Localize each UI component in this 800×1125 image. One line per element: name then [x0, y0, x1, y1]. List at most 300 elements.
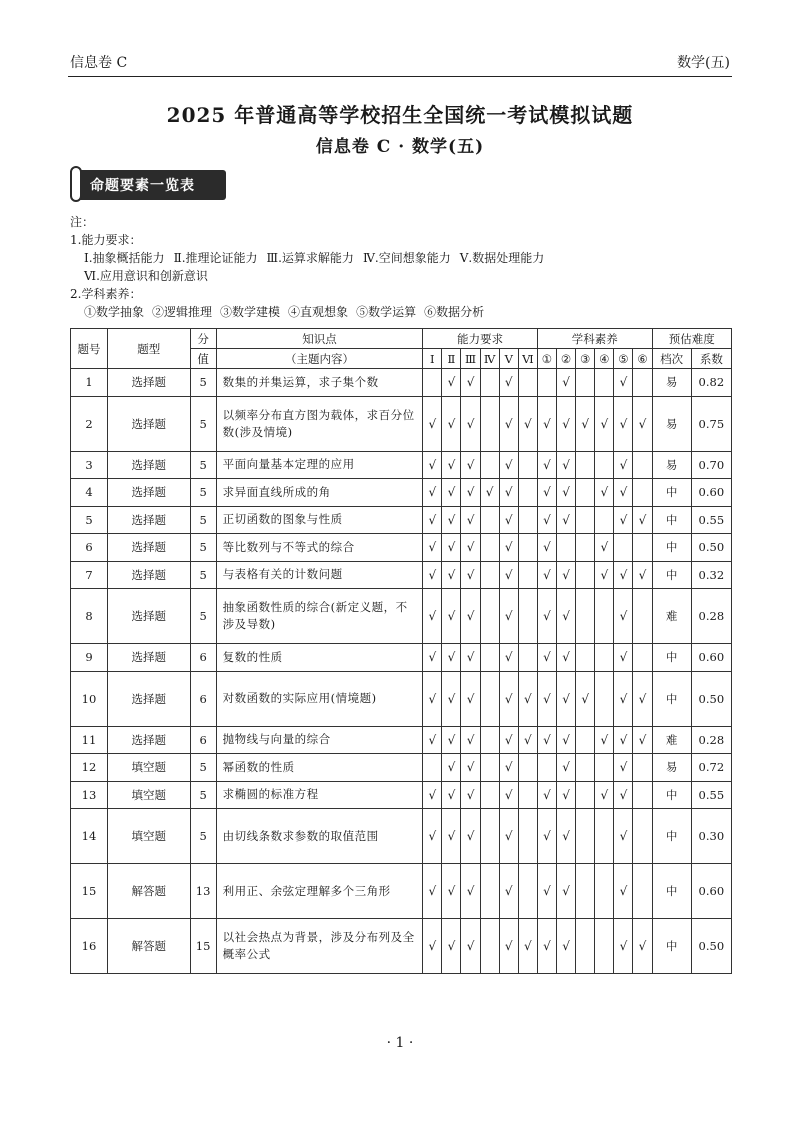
- check-mark: √: [442, 726, 461, 754]
- check-mark: √: [461, 864, 480, 919]
- empty-cell: [480, 864, 499, 919]
- check-mark: √: [499, 534, 518, 562]
- cell-no: 11: [71, 726, 108, 754]
- check-mark: √: [461, 534, 480, 562]
- check-mark: √: [557, 589, 576, 644]
- empty-cell: [480, 644, 499, 672]
- check-mark: √: [499, 369, 518, 397]
- check-mark: √: [537, 589, 556, 644]
- page-subtitle: 信息卷 C · 数学(五): [315, 137, 485, 157]
- cell-score: 5: [190, 534, 216, 562]
- ability-col: Ⅳ: [480, 349, 499, 369]
- check-mark: √: [614, 369, 633, 397]
- header-coef: 系数: [691, 349, 731, 369]
- ability-item: Ⅲ.运算求解能力: [266, 251, 354, 265]
- cell-type: 选择题: [107, 396, 190, 451]
- cell-knowledge-point: 幂函数的性质: [216, 754, 423, 782]
- empty-cell: [595, 589, 614, 644]
- cell-coef: 0.60: [691, 479, 731, 507]
- table-row: [71, 561, 732, 589]
- cell-score: 5: [190, 479, 216, 507]
- cell-knowledge-point: 利用正、余弦定理解多个三角形: [216, 864, 423, 919]
- check-mark: √: [423, 644, 442, 672]
- cell-coef: 0.28: [691, 726, 731, 754]
- empty-cell: [518, 781, 537, 809]
- cell-score: 6: [190, 644, 216, 672]
- empty-cell: [518, 809, 537, 864]
- cell-coef: 0.50: [691, 671, 731, 726]
- literacy-col: ⑥: [633, 349, 652, 369]
- cell-type: 解答题: [107, 919, 190, 974]
- empty-cell: [576, 506, 595, 534]
- literacy-item: ③数学建模: [220, 305, 281, 319]
- cell-level: 中: [652, 534, 691, 562]
- check-mark: √: [461, 479, 480, 507]
- check-mark: √: [423, 534, 442, 562]
- table-row: [71, 451, 732, 479]
- cell-score: 15: [190, 919, 216, 974]
- cell-no: 2: [71, 396, 108, 451]
- cell-score: 13: [190, 864, 216, 919]
- check-mark: √: [423, 919, 442, 974]
- check-mark: √: [461, 506, 480, 534]
- check-mark: √: [423, 561, 442, 589]
- check-mark: √: [442, 561, 461, 589]
- table-row: [71, 864, 732, 919]
- check-mark: √: [614, 726, 633, 754]
- cell-knowledge-point: 以频率分布直方图为载体，求百分位数(涉及情境): [216, 396, 423, 451]
- check-mark: √: [537, 561, 556, 589]
- empty-cell: [595, 671, 614, 726]
- empty-cell: [480, 561, 499, 589]
- check-mark: √: [537, 919, 556, 974]
- check-mark: √: [423, 589, 442, 644]
- empty-cell: [614, 534, 633, 562]
- empty-cell: [633, 451, 652, 479]
- empty-cell: [576, 451, 595, 479]
- cell-level: 难: [652, 726, 691, 754]
- cell-type: 解答题: [107, 864, 190, 919]
- header-right: 数学(五): [677, 55, 730, 71]
- empty-cell: [576, 369, 595, 397]
- cell-coef: 0.75: [691, 396, 731, 451]
- empty-cell: [576, 864, 595, 919]
- cell-no: 7: [71, 561, 108, 589]
- check-mark: √: [633, 396, 652, 451]
- check-mark: √: [576, 396, 595, 451]
- check-mark: √: [557, 781, 576, 809]
- check-mark: √: [518, 726, 537, 754]
- check-mark: √: [557, 644, 576, 672]
- table-row: [71, 726, 732, 754]
- empty-cell: [576, 919, 595, 974]
- cell-score: 6: [190, 726, 216, 754]
- cell-type: 选择题: [107, 644, 190, 672]
- table-row: [71, 919, 732, 974]
- ability-col: Ⅴ: [499, 349, 518, 369]
- check-mark: √: [461, 781, 480, 809]
- check-mark: √: [614, 589, 633, 644]
- cell-coef: 0.60: [691, 644, 731, 672]
- check-mark: √: [518, 919, 537, 974]
- check-mark: √: [614, 561, 633, 589]
- check-mark: √: [423, 396, 442, 451]
- cell-score: 5: [190, 561, 216, 589]
- cell-level: 中: [652, 506, 691, 534]
- empty-cell: [518, 479, 537, 507]
- requirements-table: [70, 328, 732, 974]
- literacy-col: ②: [557, 349, 576, 369]
- cell-level: 中: [652, 671, 691, 726]
- check-mark: √: [633, 561, 652, 589]
- empty-cell: [518, 534, 537, 562]
- cell-type: 选择题: [107, 369, 190, 397]
- check-mark: √: [537, 781, 556, 809]
- check-mark: √: [442, 451, 461, 479]
- check-mark: √: [423, 451, 442, 479]
- notes-section: [70, 213, 553, 321]
- check-mark: √: [461, 644, 480, 672]
- cell-knowledge-point: 复数的性质: [216, 644, 423, 672]
- cell-knowledge-point: 抽象函数性质的综合(新定义题，不涉及导数): [216, 589, 423, 644]
- cell-score: 5: [190, 451, 216, 479]
- ability-title: 1.能力要求：: [70, 233, 142, 247]
- check-mark: √: [557, 809, 576, 864]
- table-row: [71, 754, 732, 782]
- empty-cell: [576, 781, 595, 809]
- cell-coef: 0.32: [691, 561, 731, 589]
- header-level: 档次: [652, 349, 691, 369]
- empty-cell: [423, 369, 442, 397]
- ability-extra: Ⅵ.应用意识和创新意识: [84, 269, 208, 283]
- page-number: · 1 ·: [386, 1035, 414, 1051]
- cell-knowledge-point: 数集的并集运算，求子集个数: [216, 369, 423, 397]
- check-mark: √: [442, 589, 461, 644]
- check-mark: √: [557, 561, 576, 589]
- check-mark: √: [614, 451, 633, 479]
- header-kp-bottom: （主题内容）: [216, 349, 423, 369]
- cell-score: 5: [190, 754, 216, 782]
- check-mark: √: [614, 479, 633, 507]
- check-mark: √: [499, 451, 518, 479]
- banner-title: 命题要素一览表: [90, 178, 195, 194]
- empty-cell: [595, 451, 614, 479]
- empty-cell: [537, 369, 556, 397]
- table-row: [71, 369, 732, 397]
- check-mark: √: [557, 396, 576, 451]
- ability-col: Ⅲ: [461, 349, 480, 369]
- header-ability: 能力要求: [423, 329, 538, 349]
- check-mark: √: [614, 506, 633, 534]
- check-mark: √: [595, 396, 614, 451]
- check-mark: √: [633, 919, 652, 974]
- empty-cell: [633, 754, 652, 782]
- check-mark: √: [499, 396, 518, 451]
- empty-cell: [595, 506, 614, 534]
- empty-cell: [576, 809, 595, 864]
- check-mark: √: [557, 479, 576, 507]
- page-title: 2025 年普通高等学校招生全国统一考试模拟试题: [166, 103, 634, 127]
- check-mark: √: [557, 451, 576, 479]
- cell-coef: 0.50: [691, 534, 731, 562]
- check-mark: √: [461, 369, 480, 397]
- cell-knowledge-point: 以社会热点为背景，涉及分布列及全概率公式: [216, 919, 423, 974]
- table-row: [71, 534, 732, 562]
- empty-cell: [576, 534, 595, 562]
- ability-item: Ⅰ.抽象概括能力: [84, 251, 165, 265]
- cell-score: 5: [190, 589, 216, 644]
- check-mark: √: [499, 754, 518, 782]
- literacy-item: ②逻辑推理: [152, 305, 213, 319]
- check-mark: √: [499, 506, 518, 534]
- check-mark: √: [423, 781, 442, 809]
- cell-no: 10: [71, 671, 108, 726]
- check-mark: √: [461, 726, 480, 754]
- header-literacy: 学科素养: [537, 329, 652, 349]
- empty-cell: [633, 864, 652, 919]
- cell-knowledge-point: 求椭圆的标准方程: [216, 781, 423, 809]
- check-mark: √: [461, 754, 480, 782]
- cell-level: 中: [652, 809, 691, 864]
- empty-cell: [595, 369, 614, 397]
- literacy-item: ①数学抽象: [84, 305, 145, 319]
- check-mark: √: [461, 589, 480, 644]
- header-divider: [68, 76, 732, 77]
- cell-coef: 0.28: [691, 589, 731, 644]
- cell-coef: 0.82: [691, 369, 731, 397]
- check-mark: √: [499, 561, 518, 589]
- table-row: [71, 809, 732, 864]
- ability-item: Ⅳ.空间想象能力: [362, 251, 451, 265]
- check-mark: √: [423, 479, 442, 507]
- cell-type: 选择题: [107, 534, 190, 562]
- check-mark: √: [442, 671, 461, 726]
- cell-no: 3: [71, 451, 108, 479]
- empty-cell: [480, 919, 499, 974]
- check-mark: √: [499, 864, 518, 919]
- table-row: [71, 671, 732, 726]
- literacy-title: 2.学科素养：: [70, 287, 142, 301]
- empty-cell: [633, 644, 652, 672]
- check-mark: √: [442, 919, 461, 974]
- literacy-item: ④直观想象: [288, 305, 349, 319]
- cell-score: 5: [190, 781, 216, 809]
- literacy-col: ①: [537, 349, 556, 369]
- empty-cell: [557, 534, 576, 562]
- check-mark: √: [499, 919, 518, 974]
- cell-type: 选择题: [107, 589, 190, 644]
- check-mark: √: [442, 809, 461, 864]
- table-row: [71, 396, 732, 451]
- cell-knowledge-point: 正切函数的图象与性质: [216, 506, 423, 534]
- cell-knowledge-point: 抛物线与向量的综合: [216, 726, 423, 754]
- table-row: [71, 589, 732, 644]
- empty-cell: [595, 919, 614, 974]
- check-mark: √: [442, 396, 461, 451]
- check-mark: √: [537, 809, 556, 864]
- empty-cell: [576, 589, 595, 644]
- check-mark: √: [614, 754, 633, 782]
- notes-label: 注：: [70, 215, 95, 229]
- empty-cell: [576, 479, 595, 507]
- empty-cell: [423, 754, 442, 782]
- check-mark: √: [557, 864, 576, 919]
- check-mark: √: [557, 369, 576, 397]
- cell-coef: 0.70: [691, 451, 731, 479]
- cell-type: 填空题: [107, 754, 190, 782]
- empty-cell: [480, 396, 499, 451]
- cell-coef: 0.50: [691, 919, 731, 974]
- cell-level: 中: [652, 919, 691, 974]
- cell-no: 6: [71, 534, 108, 562]
- cell-knowledge-point: 平面向量基本定理的应用: [216, 451, 423, 479]
- check-mark: √: [499, 726, 518, 754]
- check-mark: √: [442, 754, 461, 782]
- cell-coef: 0.55: [691, 506, 731, 534]
- cell-knowledge-point: 对数函数的实际应用(情境题): [216, 671, 423, 726]
- cell-level: 易: [652, 754, 691, 782]
- check-mark: √: [537, 644, 556, 672]
- cell-score: 5: [190, 809, 216, 864]
- check-mark: √: [537, 479, 556, 507]
- empty-cell: [595, 754, 614, 782]
- check-mark: √: [614, 644, 633, 672]
- empty-cell: [480, 726, 499, 754]
- check-mark: √: [557, 919, 576, 974]
- check-mark: √: [461, 671, 480, 726]
- check-mark: √: [595, 781, 614, 809]
- check-mark: √: [499, 644, 518, 672]
- check-mark: √: [423, 671, 442, 726]
- ability-col: Ⅱ: [442, 349, 461, 369]
- check-mark: √: [595, 561, 614, 589]
- check-mark: √: [499, 671, 518, 726]
- empty-cell: [576, 561, 595, 589]
- empty-cell: [518, 561, 537, 589]
- cell-type: 选择题: [107, 451, 190, 479]
- check-mark: √: [614, 809, 633, 864]
- cell-level: 中: [652, 864, 691, 919]
- check-mark: √: [461, 919, 480, 974]
- check-mark: √: [614, 781, 633, 809]
- empty-cell: [518, 506, 537, 534]
- check-mark: √: [537, 451, 556, 479]
- cell-coef: 0.72: [691, 754, 731, 782]
- empty-cell: [480, 589, 499, 644]
- cell-no: 15: [71, 864, 108, 919]
- check-mark: √: [537, 671, 556, 726]
- empty-cell: [576, 644, 595, 672]
- check-mark: √: [423, 506, 442, 534]
- check-mark: √: [461, 396, 480, 451]
- cell-knowledge-point: 等比数列与不等式的综合: [216, 534, 423, 562]
- check-mark: √: [633, 726, 652, 754]
- check-mark: √: [499, 781, 518, 809]
- check-mark: √: [633, 671, 652, 726]
- check-mark: √: [480, 479, 499, 507]
- empty-cell: [480, 781, 499, 809]
- check-mark: √: [537, 506, 556, 534]
- empty-cell: [480, 369, 499, 397]
- cell-coef: 0.30: [691, 809, 731, 864]
- table-row: [71, 781, 732, 809]
- check-mark: √: [442, 506, 461, 534]
- header-score-top: 分: [190, 329, 216, 349]
- empty-cell: [633, 809, 652, 864]
- empty-cell: [537, 754, 556, 782]
- check-mark: √: [442, 534, 461, 562]
- header-difficulty: 预估难度: [652, 329, 731, 349]
- check-mark: √: [423, 809, 442, 864]
- cell-type: 选择题: [107, 561, 190, 589]
- empty-cell: [518, 589, 537, 644]
- cell-level: 易: [652, 369, 691, 397]
- header-type: 题型: [107, 329, 190, 369]
- empty-cell: [633, 369, 652, 397]
- empty-cell: [480, 534, 499, 562]
- check-mark: √: [614, 864, 633, 919]
- ability-col: Ⅰ: [423, 349, 442, 369]
- table-row: [71, 506, 732, 534]
- cell-no: 9: [71, 644, 108, 672]
- empty-cell: [595, 809, 614, 864]
- cell-type: 选择题: [107, 726, 190, 754]
- check-mark: √: [461, 809, 480, 864]
- check-mark: √: [557, 754, 576, 782]
- check-mark: √: [442, 369, 461, 397]
- literacy-item: ⑥数据分析: [424, 305, 485, 319]
- cell-no: 16: [71, 919, 108, 974]
- literacy-col: ③: [576, 349, 595, 369]
- cell-level: 中: [652, 644, 691, 672]
- cell-no: 5: [71, 506, 108, 534]
- table-row: [71, 479, 732, 507]
- check-mark: √: [614, 671, 633, 726]
- empty-cell: [480, 754, 499, 782]
- check-mark: √: [499, 809, 518, 864]
- cell-coef: 0.60: [691, 864, 731, 919]
- check-mark: √: [423, 864, 442, 919]
- check-mark: √: [557, 726, 576, 754]
- check-mark: √: [595, 534, 614, 562]
- check-mark: √: [537, 534, 556, 562]
- cell-type: 选择题: [107, 671, 190, 726]
- empty-cell: [518, 451, 537, 479]
- check-mark: √: [461, 561, 480, 589]
- cell-no: 1: [71, 369, 108, 397]
- empty-cell: [633, 534, 652, 562]
- cell-knowledge-point: 由切线条数求参数的取值范围: [216, 809, 423, 864]
- ability-col: Ⅵ: [518, 349, 537, 369]
- empty-cell: [633, 479, 652, 507]
- cell-coef: 0.55: [691, 781, 731, 809]
- check-mark: √: [499, 479, 518, 507]
- check-mark: √: [614, 396, 633, 451]
- cell-type: 填空题: [107, 809, 190, 864]
- empty-cell: [518, 644, 537, 672]
- check-mark: √: [557, 671, 576, 726]
- empty-cell: [518, 864, 537, 919]
- ability-item: Ⅴ.数据处理能力: [459, 251, 545, 265]
- table-row: [71, 644, 732, 672]
- check-mark: √: [595, 726, 614, 754]
- cell-level: 易: [652, 396, 691, 451]
- check-mark: √: [576, 671, 595, 726]
- check-mark: √: [442, 644, 461, 672]
- cell-score: 5: [190, 369, 216, 397]
- cell-no: 13: [71, 781, 108, 809]
- empty-cell: [518, 369, 537, 397]
